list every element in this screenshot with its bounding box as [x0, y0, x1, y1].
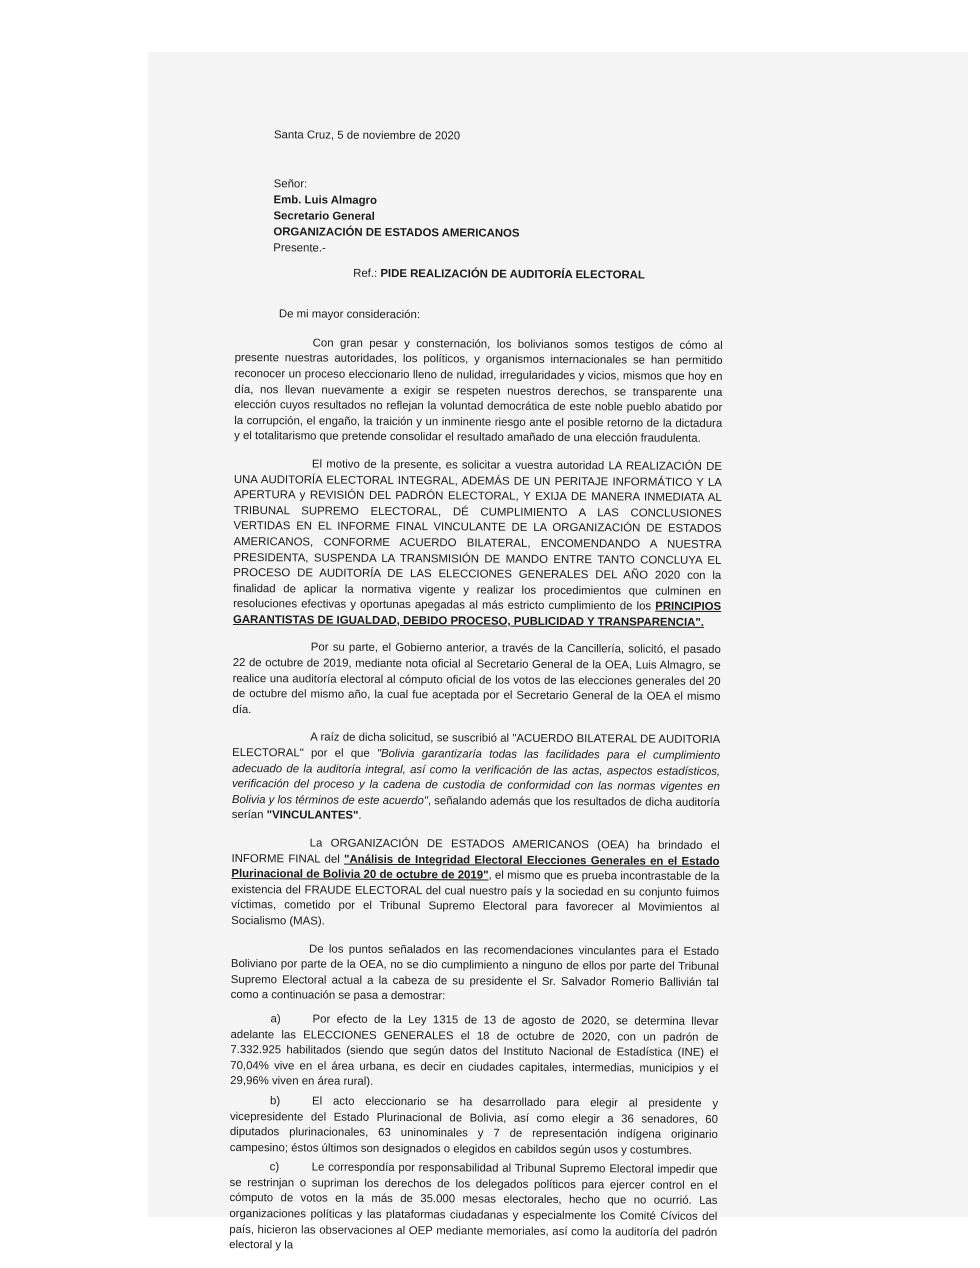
paragraph-1: Con gran pesar y consternación, los bolivianos somos testigos de cómo al presente nuestras autoridades, los políticos, y organismos internacionales se han permitido reconocer un proceso eleccionario lleno de nulidad, irregularidades y vicios, mismos que hoy en día, nos llevan nuevamente a exigir se respeten nuestros derechos, se transparente una elección cuyos resultados no reflejan la voluntad democrática de este noble pueblo abatido por la corrupción, el engaño, la traición y un inminente riesgo ante el posible retorno de la dictadura y el totalitarismo que pretende consolidar el resultado amañado de una elección fraudulenta.: [234, 337, 723, 446]
list-item-label: a): [270, 1013, 281, 1026]
paragraph-5-report-title: "Análisis de Integridad Electoral Elecciones Generales en el Estado Plurinacional de Bolivia 20 de octubre de 2019": [231, 853, 720, 882]
addressee-greeting: Señor:: [273, 177, 308, 191]
salutation: De mi mayor consideración:: [278, 308, 421, 322]
paragraph-4: [232, 730, 721, 827]
paragraph-5: [231, 836, 720, 933]
list-item-text: El acto eleccionario se ha desarrollado para elegir al presidente y vicepresidente del Estado Plurinacional de Bolivia, así como elegir a 36 senadores, 60 diputados plurinacionales, 63 uninominales y 7 de representación indígena originario campesino; éstos últimos son designados o elegidos en cabildos según usos y costumbres.: [229, 1095, 719, 1157]
reference-label: Ref.:: [353, 267, 378, 280]
addressee-position: Secretario General: [273, 209, 375, 223]
addressee-presente: Presente.-: [273, 241, 326, 255]
paragraph-6: De los puntos señalados en las recomendaciones vinculantes para el Estado Boliviano por parte de la OEA, no se dio cumplimiento a ninguno de ellos por parte del Tribunal Supremo Electoral actual a la cabeza de su presidente el Sr. Salvador Romerio Ballivián tal como a continuación se pasa a demostrar:: [230, 943, 720, 1003]
paragraph-3: Por su parte, el Gobierno anterior, a través de la Cancillería, solicitó, el pasado 22 de octubre de 2019, mediante nota oficial al Secretario General de la OEA, Luis Almagro, se realice una auditoría electoral al cómputo oficial de los votos de las elecciones generales del 20 de octubre del mismo año, la cual fue aceptada por el Secretario General de la OEA el mismo día.: [232, 641, 721, 716]
addressee-name: Emb. Luis Almagro: [273, 193, 377, 207]
paragraph-4-intro: A raíz de dicha solicitud, se suscribió al "ACUERDO BILATERAL DE AUDITORIA ELECTORAL" por el que: [232, 731, 721, 760]
paragraph-4-vinculantes: "VINCULANTES": [266, 809, 359, 823]
list-item: [230, 1012, 718, 1093]
list-item-text: Por efecto de la Ley 1315 de 13 de agosto de 2020, se determina llevar adelante las ELECCIONES GENERALES el 18 de octubre de 2020, con un padrón de 7.332.925 habilitados (siendo que según datos del Instituto Nacional de Estadística (INE) el 70,04% vive en el área urbana, es decir en ciudades capitales, intermedias, municipios y el 29,96% viven en área rural).: [230, 1013, 719, 1089]
paragraph-4-middle: , señalando además que los resultados de dicha auditoría serían: [231, 794, 720, 822]
paragraph-2-principles: PRINCIPIOS GARANTISTAS DE IGUALDAD, DEBIDO PROCESO, PUBLICIDAD Y TRANSPARENCIA".: [232, 600, 722, 629]
reference-text: PIDE REALIZACIÓN DE AUDITORÍA ELECTORAL: [380, 267, 645, 282]
paragraph-2-text: El motivo de la presente, es solicitar a vuestra autoridad LA REALIZACIÓN DE UNA AUDITORÍA ELECTORAL INTEGRAL, ADEMÁS DE UN PERITAJE INFORMÁTICO Y LA APERTURA y REVISIÓN DEL PADRÓN ELECTORAL, Y EXIJA DE MANERA INMEDIATA AL TRIBUNAL SUPREMO ELECTORAL, DÉ CUMPLIMIENTO A LAS CONCLUSIONES VERTIDAS EN EL INFORME FINAL VINCULANTE DE LA ORGANIZACIÓN DE ESTADOS AMERICANOS, CONFORME ACUERDO BILATERAL, ENCOMENDANDO A NUESTRA PRESIDENTA, SUSPENDA LA TRANSMISIÓN DE MANDO ENTRE TANTO CONCLUYA EL PROCESO DE AUDITORÍA DE LAS ELECCIONES GENERALES DEL AÑO 2020 con la finalidad de aplicar la normativa vigente y realizar los procedimientos que culminen en resoluciones efectivas y oportunas apegadas al más estricto cumplimiento de los: [233, 458, 722, 613]
paragraph-5-rest: , el mismo que es prueba incontrastable de la existencia del FRAUDE ELECTORAL del cual nuestro país y la sociedad en su conjunto fuimos víctimas, cometido por el Tribunal Supremo Electoral para favorecer al Movimientos al Socialismo (MAS).: [231, 869, 720, 928]
addressee-block: [273, 176, 723, 259]
addressee-organization: ORGANIZACIÓN DE ESTADOS AMERICANOS: [273, 225, 520, 240]
letter-date: Santa Cruz, 5 de noviembre de 2020: [273, 129, 461, 143]
list-item: [230, 1094, 718, 1159]
reference-line: [353, 266, 723, 284]
paragraph-2: [233, 457, 722, 632]
letter-body: [229, 128, 724, 1257]
list-item-text: Le correspondía por responsabilidad al Tribunal Supremo Electoral impedir que se restrinjan o supriman los derechos de los delegados políticos para ejercer control en el cómputo de votos en la más de 35.000 mesas electorales, hecho que no ocurrió. Las organizaciones políticas y las plataformas ciudadanas y especialmente los Comité Cívicos del país, hicieron las observaciones al OEP mediante memoriales, así como la auditoría del padrón electoral y la: [229, 1161, 718, 1252]
paragraph-4-quote: "Bolivia garantizaría todas las facilidades para el cumplimiento adecuado de la auditoría integral, así como la verificación de las actas, aspectos estadísticos, verificación del proceso y la cadena de custodia de conformidad con las normas vigentes en Bolivia y los términos de este acuerdo": [231, 747, 721, 807]
paragraph-4-end: .: [358, 810, 362, 823]
paragraph-5-intro: La ORGANIZACIÓN DE ESTADOS AMERICANOS (OEA) ha brindado el INFORME FINAL del: [231, 837, 720, 866]
list-item-label: c): [269, 1161, 280, 1174]
list-item-label: b): [270, 1095, 281, 1108]
list-item: [229, 1160, 718, 1257]
